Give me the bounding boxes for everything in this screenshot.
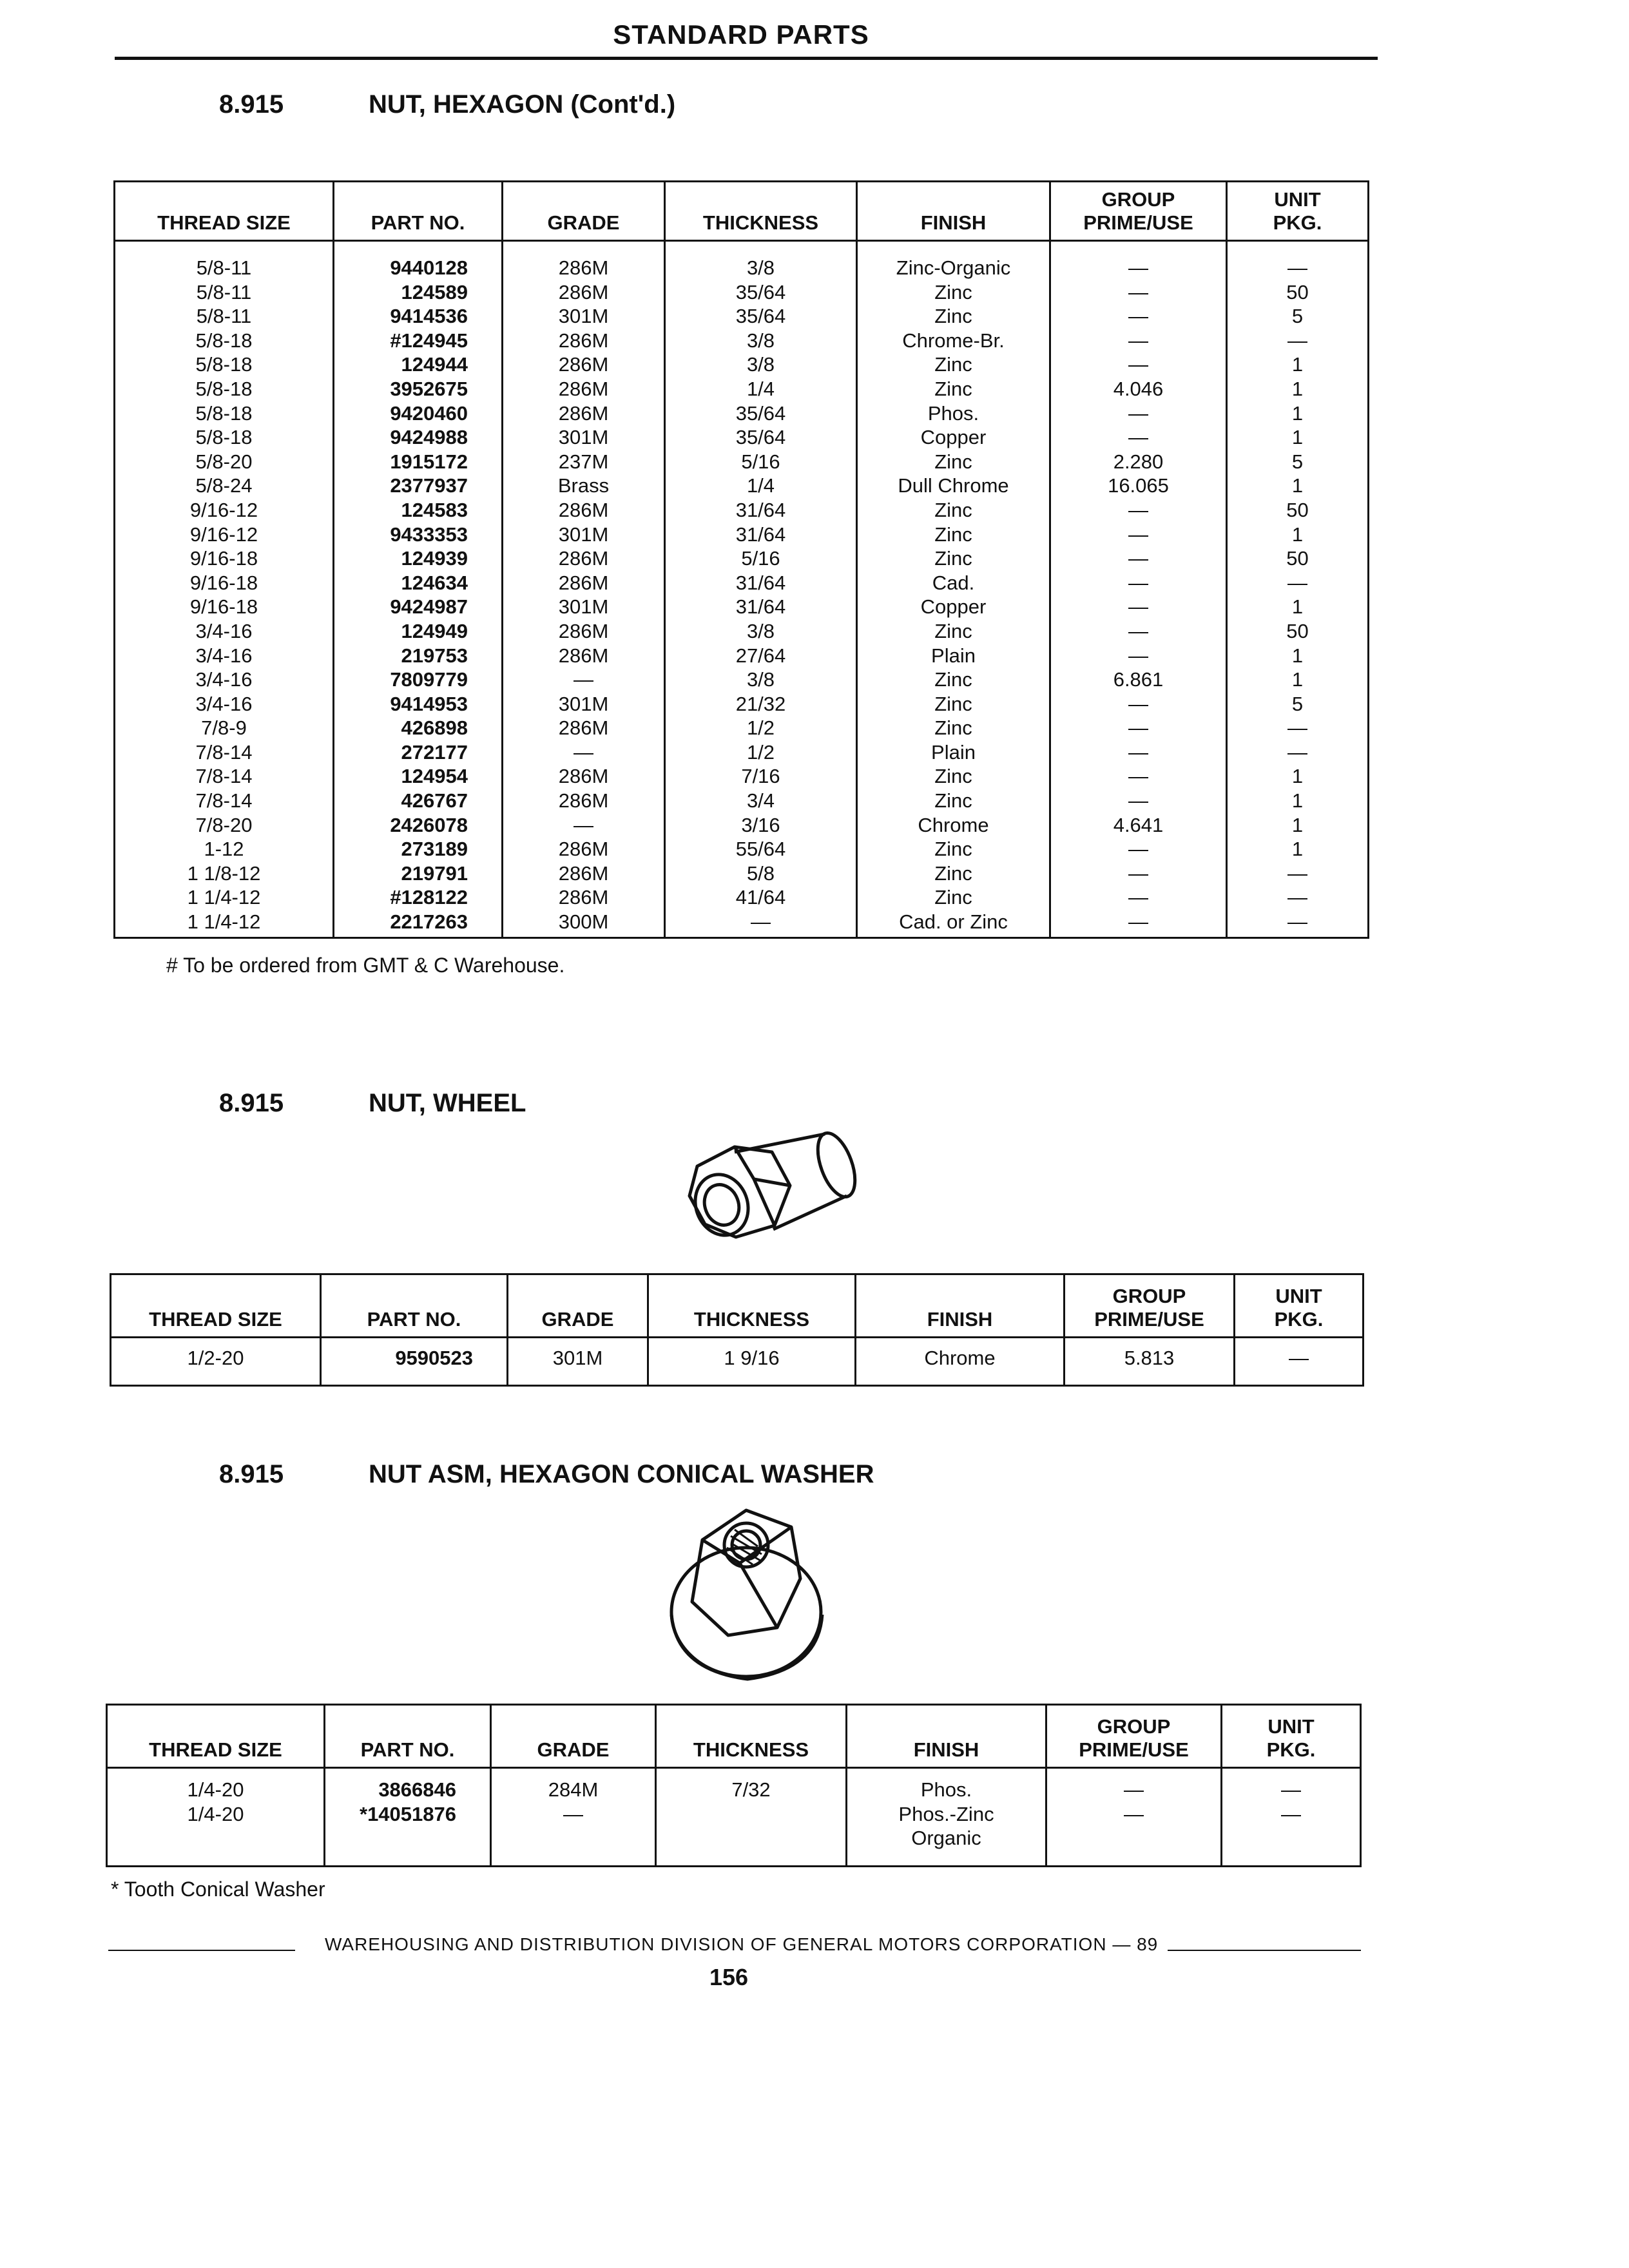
table-cell: 2.280 (1113, 450, 1164, 473)
thread-size-column (115, 241, 334, 938)
table-cell: Copper (920, 426, 987, 449)
table-cell: 124589 (401, 280, 468, 303)
table-cell: 1/4 (746, 474, 775, 497)
col-grade: GRADE (508, 1274, 648, 1338)
table-cell (325, 1826, 456, 1850)
grade-column (491, 1768, 656, 1867)
table-row: 1/2-20 9590523 301M 1 9/16 Chrome 5.813 — (111, 1338, 1364, 1386)
table-cell: Zinc (934, 765, 972, 788)
unit-pkg-column (1222, 1768, 1361, 1867)
table-cell: *14051876 (360, 1802, 456, 1825)
table-cell: 5/8 (746, 861, 775, 885)
table-cell: 124939 (401, 547, 468, 570)
thread-size-column (107, 1768, 325, 1867)
table-cell: — (1281, 1778, 1301, 1801)
table-cell: 3/8 (746, 329, 775, 352)
header-rule (115, 57, 1378, 60)
table-cell: 9414953 (390, 692, 468, 715)
col-finish: FINISH (857, 182, 1050, 241)
table-cell: — (1128, 280, 1148, 303)
table-cell: 286M (558, 886, 609, 909)
table-cell: — (1287, 861, 1307, 885)
table-cell: 2217263 (390, 910, 468, 934)
table-cell: 31/64 (735, 523, 786, 546)
col-finish: FINISH (856, 1274, 1065, 1338)
table-cell: 301M (558, 305, 609, 328)
col-finish: FINISH (847, 1705, 1046, 1768)
table-cell: 286M (558, 789, 609, 812)
table-cell: #128122 (390, 886, 468, 909)
table-cell: — (1287, 716, 1307, 740)
footnote-warehouse: # To be ordered from GMT & C Warehouse. (166, 954, 565, 977)
table-cell: 5/16 (741, 450, 780, 473)
table-cell: 9/16-18 (189, 595, 258, 619)
table-cell: 1 (1291, 765, 1304, 788)
table-cell: Zinc (934, 838, 972, 861)
table-cell: 27/64 (735, 644, 786, 667)
table-cell: 286M (558, 619, 609, 642)
table-cell: — (1128, 353, 1148, 376)
wheel-nut-illustration (664, 1115, 876, 1256)
table-cell: 5 (1291, 692, 1304, 715)
section1-title: NUT, HEXAGON (Cont'd.) (369, 90, 676, 119)
table-cell: Chrome (918, 813, 989, 836)
conical-washer-nut-illustration (664, 1501, 831, 1688)
table-cell: 286M (558, 716, 609, 740)
table-cell: 286M (558, 861, 609, 885)
table-cell: 9424988 (390, 426, 468, 449)
table-cell: Brass (557, 474, 610, 497)
table-cell: 286M (558, 571, 609, 594)
group-prime-use-column (1046, 1768, 1222, 1867)
table-cell: 5/8-11 (196, 256, 252, 279)
table-cell: Zinc (934, 523, 972, 546)
table-cell: Zinc (934, 498, 972, 521)
table-cell: 7/8-14 (195, 740, 253, 764)
col-thickness: THICKNESS (665, 182, 857, 241)
table-cell: Zinc (934, 450, 972, 473)
table-cell: 1 (1291, 838, 1304, 861)
table-cell: 3/4-16 (195, 692, 253, 715)
conical-washer-nut-table (106, 1704, 1362, 1867)
table-cell: 301M (558, 692, 609, 715)
table-cell: 7/8-14 (195, 765, 253, 788)
grade-column (503, 241, 665, 938)
table-cell: — (1287, 910, 1307, 934)
col-thickness: THICKNESS (656, 1705, 847, 1768)
thickness-column (656, 1768, 847, 1867)
table-cell: 5/8-11 (196, 280, 252, 303)
table-cell: 3/8 (746, 619, 775, 642)
table-cell: 1 (1291, 789, 1304, 812)
table-cell: 219791 (401, 861, 468, 885)
table-cell: — (1124, 1778, 1144, 1801)
table-cell: 3/4 (746, 789, 775, 812)
table-cell: Zinc (934, 692, 972, 715)
table-cell: Phos. (920, 1778, 972, 1801)
table-cell: Zinc (934, 619, 972, 642)
table-cell: Zinc (934, 886, 972, 909)
table-cell: 4.641 (1113, 813, 1164, 836)
table-cell: — (574, 740, 593, 764)
table-cell (657, 1802, 845, 1827)
table-cell: 2426078 (390, 813, 468, 836)
footer-text: WAREHOUSING AND DISTRIBUTION DIVISION OF GENERAL MOTORS CORPORATION — 89 (325, 1934, 1159, 1954)
table-cell: 35/64 (735, 426, 786, 449)
table-cell: 301M (558, 595, 609, 619)
table-cell: 286M (558, 353, 609, 376)
table-cell: — (1128, 498, 1148, 521)
table-cell: Zinc (934, 377, 972, 400)
table-cell: 6.861 (1113, 668, 1164, 691)
page-number: 156 (709, 1964, 749, 1990)
table-cell: Organic (911, 1827, 981, 1850)
table-cell: Phos.-Zinc (898, 1802, 994, 1825)
section1-number: 8.915 (219, 90, 284, 119)
table-cell: Zinc (934, 789, 972, 812)
table-cell: Zinc (934, 353, 972, 376)
table-cell: — (1128, 619, 1148, 642)
table-cell: Zinc (934, 280, 972, 303)
table-cell: 1 (1291, 426, 1304, 449)
table-cell: — (1281, 1802, 1301, 1825)
section2-title: NUT, WHEEL (369, 1089, 526, 1117)
table-cell: 5/16 (741, 547, 780, 570)
part-no-column (334, 241, 503, 938)
table-cell: Copper (920, 595, 987, 619)
table-cell: 1 (1291, 595, 1304, 619)
finish-column (857, 241, 1050, 938)
table-cell: 286M (558, 280, 609, 303)
table-cell: — (1128, 401, 1148, 425)
col-group-prime-use: GROUP PRIME/USE (1046, 1705, 1222, 1768)
table-cell: — (574, 668, 593, 691)
table-cell: — (1128, 765, 1148, 788)
table-cell: 9440128 (390, 256, 468, 279)
table-cell: 426898 (401, 716, 468, 740)
table-cell: 50 (1286, 619, 1309, 642)
table-cell: 301M (558, 523, 609, 546)
table-cell: — (1128, 523, 1148, 546)
table-cell: 1 (1291, 474, 1304, 497)
table-cell: 5/8-11 (196, 305, 252, 328)
table-cell: 286M (558, 256, 609, 279)
table-cell: 4.046 (1113, 377, 1164, 400)
table-cell: 1/4-20 (187, 1778, 244, 1801)
table-cell: 35/64 (735, 305, 786, 328)
table-cell: Phos. (927, 401, 979, 425)
table-cell: 1 (1291, 523, 1304, 546)
table-cell: 41/64 (735, 886, 786, 909)
table-cell: 1915172 (390, 450, 468, 473)
table-cell: — (1287, 886, 1307, 909)
table-cell: 286M (558, 401, 609, 425)
table-cell: 1/2 (746, 716, 775, 740)
footnote-tooth-washer: * Tooth Conical Washer (111, 1878, 325, 1901)
table-cell: 9/16-12 (189, 523, 258, 546)
col-unit-pkg: UNIT PKG. (1235, 1274, 1364, 1338)
table-cell: 50 (1286, 547, 1309, 570)
table-cell: 5/8-24 (195, 474, 253, 497)
finish-column (847, 1768, 1046, 1867)
table-cell: 9420460 (390, 401, 468, 425)
table-cell: — (1287, 256, 1307, 279)
table-cell: Cad. or Zinc (899, 910, 1008, 934)
table-cell: 5/8-18 (195, 353, 253, 376)
section2-number: 8.915 (219, 1089, 284, 1117)
table-cell: 3/8 (746, 256, 775, 279)
table-cell: Zinc (934, 716, 972, 740)
table-cell: — (1128, 716, 1148, 740)
table-cell: 3/16 (741, 813, 780, 836)
table-cell: 1-12 (204, 838, 244, 861)
table-cell: 5/8-20 (195, 450, 253, 473)
table-cell: 124949 (401, 619, 468, 642)
table-cell: — (1128, 789, 1148, 812)
table-cell: — (1128, 305, 1148, 328)
table-cell: Zinc (934, 668, 972, 691)
table-cell: 3/4-16 (195, 668, 253, 691)
table-cell: — (1287, 571, 1307, 594)
table-cell: — (1124, 1802, 1144, 1825)
table-cell (108, 1826, 323, 1850)
table-cell: — (1287, 329, 1307, 352)
table-cell: 9/16-18 (189, 571, 258, 594)
table-cell: 286M (558, 377, 609, 400)
table-cell: 300M (558, 910, 609, 934)
group-prime-use-column (1050, 241, 1227, 938)
table-cell: 2377937 (390, 474, 468, 497)
table-cell: 1/4-20 (187, 1802, 244, 1825)
table-cell: 50 (1286, 498, 1309, 521)
table-cell: 219753 (401, 644, 468, 667)
table-cell: — (1128, 571, 1148, 594)
table-cell: 124954 (401, 765, 468, 788)
col-group-prime-use: GROUP PRIME/USE (1065, 1274, 1235, 1338)
table-cell: 50 (1286, 280, 1309, 303)
table-cell: 124634 (401, 571, 468, 594)
table-cell: 55/64 (735, 838, 786, 861)
table-cell: 5/8-18 (195, 426, 253, 449)
table-cell: — (751, 910, 771, 934)
table-cell: Dull Chrome (898, 474, 1009, 497)
table-cell: 3/8 (746, 668, 775, 691)
col-grade: GRADE (503, 182, 665, 241)
table-cell: 9/16-12 (189, 498, 258, 521)
col-group-prime-use: GROUP PRIME/USE (1050, 182, 1227, 241)
col-part-no: PART NO. (321, 1274, 508, 1338)
table-cell: — (1128, 256, 1148, 279)
table-cell: — (1128, 886, 1148, 909)
table-cell: 1 (1291, 813, 1304, 836)
table-cell: 21/32 (735, 692, 786, 715)
table-cell: 5/8-18 (195, 329, 253, 352)
table-cell: 1/4 (746, 377, 775, 400)
table-cell: — (1128, 740, 1148, 764)
section3-title: NUT ASM, HEXAGON CONICAL WASHER (369, 1460, 874, 1488)
table-cell: 3/4-16 (195, 644, 253, 667)
table-cell: Plain (931, 740, 976, 764)
footer-rule-right (1168, 1950, 1361, 1951)
table-cell: 1 1/4-12 (187, 910, 261, 934)
col-thread-size: THREAD SIZE (115, 182, 334, 241)
table-cell: 5/8-18 (195, 401, 253, 425)
table-cell: 273189 (401, 838, 468, 861)
table-cell: 3/8 (746, 353, 775, 376)
part-no-column (325, 1768, 491, 1867)
table-cell: 286M (558, 547, 609, 570)
table-cell: 5/8-18 (195, 377, 253, 400)
table-cell: 284M (548, 1778, 599, 1801)
table-cell: — (1128, 838, 1148, 861)
table-cell: 124944 (401, 353, 468, 376)
table-cell: 7/16 (741, 765, 780, 788)
table-cell: 3952675 (390, 377, 468, 400)
table-cell: 3/4-16 (195, 619, 253, 642)
table-cell: 286M (558, 838, 609, 861)
table-cell: Plain (931, 644, 976, 667)
col-part-no: PART NO. (334, 182, 503, 241)
col-part-no: PART NO. (325, 1705, 491, 1768)
col-thickness: THICKNESS (648, 1274, 856, 1338)
table-cell: 9/16-18 (189, 547, 258, 570)
section3-number: 8.915 (219, 1460, 284, 1488)
hexagon-nut-table (113, 180, 1369, 939)
table-cell: Cad. (932, 571, 975, 594)
table-cell: 5 (1291, 305, 1304, 328)
thickness-column (665, 241, 857, 938)
page-header-title: STANDARD PARTS (613, 19, 869, 50)
table-cell: 286M (558, 329, 609, 352)
table-cell: Zinc-Organic (896, 256, 1011, 279)
col-grade: GRADE (491, 1705, 656, 1768)
table-cell: 31/64 (735, 498, 786, 521)
col-unit-pkg: UNIT PKG. (1222, 1705, 1361, 1768)
footer-rule-left (108, 1950, 295, 1951)
table-cell: 35/64 (735, 401, 786, 425)
table-cell: — (574, 813, 593, 836)
col-thread-size: THREAD SIZE (107, 1705, 325, 1768)
table-cell: — (1128, 595, 1148, 619)
table-cell: 1 (1291, 401, 1304, 425)
col-thread-size: THREAD SIZE (111, 1274, 321, 1338)
wheel-nut-table (110, 1273, 1364, 1387)
table-cell: 9414536 (390, 305, 468, 328)
table-cell: — (1128, 426, 1148, 449)
table-cell: 31/64 (735, 571, 786, 594)
table-cell: — (563, 1802, 583, 1825)
table-cell: — (1128, 547, 1148, 570)
table-cell (1222, 1826, 1360, 1850)
table-cell: 16.065 (1108, 474, 1169, 497)
unit-pkg-column (1227, 241, 1369, 938)
table-cell: 5 (1291, 450, 1304, 473)
table-cell: 7/8-20 (195, 813, 253, 836)
table-cell: Zinc (934, 861, 972, 885)
table-cell: #124945 (390, 329, 468, 352)
table-cell: 9424987 (390, 595, 468, 619)
table-cell: 124583 (401, 498, 468, 521)
table-cell: 35/64 (735, 280, 786, 303)
table-cell (492, 1826, 655, 1850)
table-cell (657, 1826, 845, 1850)
col-unit-pkg: UNIT PKG. (1227, 182, 1369, 241)
table-cell: 272177 (401, 740, 468, 764)
table-cell: 301M (558, 426, 609, 449)
table-cell: 1 (1291, 668, 1304, 691)
table-cell: 1 (1291, 353, 1304, 376)
table-cell: 286M (558, 644, 609, 667)
table-cell: — (1128, 329, 1148, 352)
table-cell: 1/2 (746, 740, 775, 764)
table-cell: 1 1/8-12 (187, 861, 261, 885)
table-cell: 7/8-14 (195, 789, 253, 812)
table-cell: 3866846 (378, 1778, 456, 1801)
table-cell: Chrome-Br. (902, 329, 1005, 352)
table-cell: Zinc (934, 547, 972, 570)
table-cell: Zinc (934, 305, 972, 328)
table-cell: — (1128, 644, 1148, 667)
table-cell: 7/8-9 (201, 716, 247, 740)
table-cell: — (1128, 692, 1148, 715)
table-cell: 426767 (401, 789, 468, 812)
table-cell: 1 1/4-12 (187, 886, 261, 909)
table-cell: 286M (558, 765, 609, 788)
table-cell: 7809779 (390, 668, 468, 691)
table-cell: 7/32 (731, 1778, 771, 1801)
table-cell: 286M (558, 498, 609, 521)
table-cell: — (1128, 910, 1148, 934)
table-cell: — (1128, 861, 1148, 885)
table-cell: 1 (1291, 644, 1304, 667)
table-cell: 9433353 (390, 523, 468, 546)
table-cell: 237M (558, 450, 609, 473)
table-cell: — (1287, 740, 1307, 764)
table-cell (1047, 1826, 1220, 1850)
table-cell: 31/64 (735, 595, 786, 619)
table-cell: 1 (1291, 377, 1304, 400)
